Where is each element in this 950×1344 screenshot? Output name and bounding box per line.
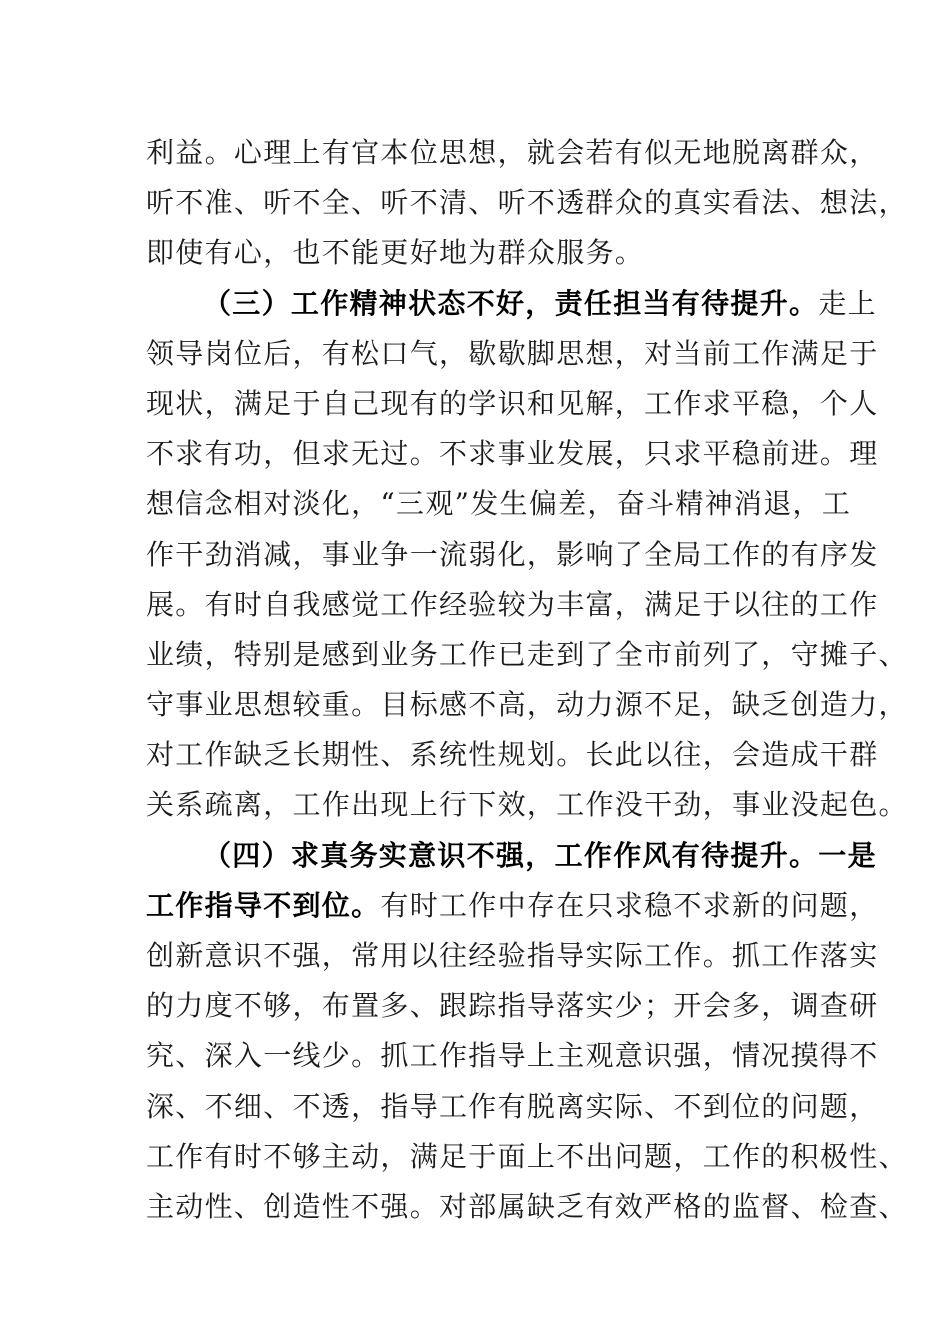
text-line: [146, 881, 879, 931]
bold-heading-text: （四）求真务实意识不强，工作作风有待提升。一是: [203, 838, 877, 872]
text-line: [146, 780, 908, 830]
text-line: [146, 680, 908, 730]
body-text: 深、不细、不透，指导工作有脱离实际、不到位的问题，: [146, 1089, 879, 1123]
body-text: 展。有时自我感觉工作经验较为丰富，满足于以往的工作: [146, 587, 879, 621]
text-line: [146, 831, 877, 881]
text-line: [146, 1082, 879, 1132]
text-line: [146, 379, 879, 429]
text-line: [146, 530, 879, 580]
text-line: [146, 329, 879, 379]
text-line: [146, 981, 879, 1031]
body-text: 业绩，特别是感到业务工作已走到了全市前列了，守摊子、: [146, 637, 908, 671]
text-line: [146, 1132, 908, 1182]
text-line: [146, 580, 879, 630]
text-line: [146, 279, 877, 329]
body-text: 不求有功，但求无过。不求事业发展，只求平稳前进。理: [146, 437, 879, 471]
body-text: 有时工作中存在只求稳不求新的问题，: [380, 888, 879, 922]
text-line: [146, 1182, 908, 1232]
body-text: 对工作缺乏长期性、系统性规划。长此以往，会造成干群: [146, 738, 879, 772]
body-text: 走上: [818, 286, 877, 320]
bold-heading-text: （三）工作精神状态不好，责任担当有待提升。: [203, 286, 819, 320]
text-line: [146, 931, 879, 981]
body-text: 主动性、创造性不强。对部属缺乏有效严格的监督、检查、: [146, 1189, 908, 1223]
text-line: [146, 630, 908, 680]
body-text: 领导岗位后，有松口气，歇歇脚思想，对当前工作满足于: [146, 336, 879, 370]
body-text: 作干劲消减，事业争一流弱化，影响了全局工作的有序发: [146, 537, 879, 571]
text-line: [146, 730, 879, 780]
body-text: 想信念相对淡化，“三观”发生偏差，奋斗精神消退，工: [146, 487, 852, 521]
text-line: [146, 1031, 879, 1081]
document-body: [146, 128, 908, 1232]
body-text: 守事业思想较重。目标感不高，动力源不足，缺乏创造力，: [146, 688, 908, 722]
body-text: 听不准、听不全、听不清、听不透群众的真实看法、想法，: [146, 186, 908, 220]
text-line: [146, 479, 852, 529]
body-text: 究、深入一线少。抓工作指导上主观意识强，情况摸得不: [146, 1039, 879, 1073]
text-line: [146, 128, 879, 178]
body-text: 关系疏离，工作出现上行下效，工作没干劲，事业没起色。: [146, 788, 908, 822]
text-line: [146, 178, 908, 228]
body-text: 的力度不够，布置多、跟踪指导落实少；开会多，调查研: [146, 989, 879, 1023]
bold-heading-text: 工作指导不到位。: [146, 888, 381, 922]
body-text: 工作有时不够主动，满足于面上不出问题，工作的积极性、: [146, 1139, 908, 1173]
body-text: 现状，满足于自己现有的学识和见解，工作求平稳，个人: [146, 386, 879, 420]
text-line: [146, 429, 879, 479]
body-text: 利益。心理上有官本位思想，就会若有似无地脱离群众，: [146, 136, 879, 169]
text-line: [146, 228, 806, 278]
body-text: 即使有心，也不能更好地为群众服务。: [146, 236, 645, 270]
body-text: 创新意识不强，常用以往经验指导实际工作。抓工作落实: [146, 939, 879, 972]
